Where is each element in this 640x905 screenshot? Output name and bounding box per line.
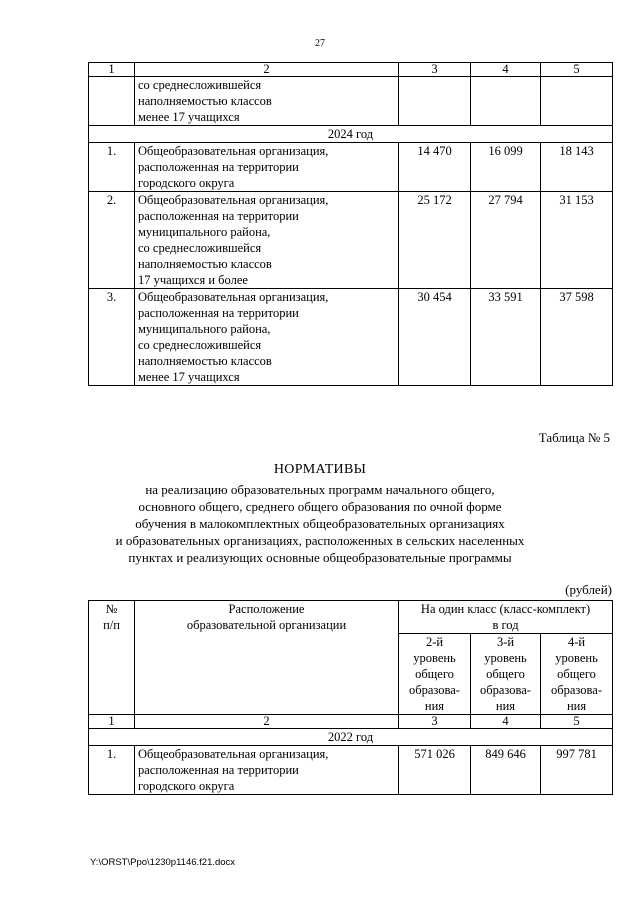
row-number: 1.	[89, 746, 135, 795]
value-cell: 16 099	[471, 143, 541, 192]
table-row	[89, 77, 613, 126]
year-label: 2022 год	[89, 729, 613, 746]
value-cell: 997 781	[541, 746, 613, 795]
value-cell: 27 794	[471, 192, 541, 289]
table-header-row	[89, 63, 613, 77]
table-row	[89, 192, 613, 289]
header-cell: 3	[399, 63, 471, 77]
table-continuation	[88, 62, 613, 386]
header-cell: 1	[89, 63, 135, 77]
file-path-footer: Y:\ORST\Ppo\1230p1146.f21.docx	[90, 857, 236, 868]
header-group: На один класс (класс-комплект) в год	[399, 601, 613, 634]
row-text: Общеобразовательная организация, расположенная на территории городского округа	[135, 746, 399, 795]
index-cell: 3	[399, 715, 471, 729]
table-header-row	[89, 601, 613, 634]
index-cell: 1	[89, 715, 135, 729]
value-cell: 31 153	[541, 192, 613, 289]
value-cell: 33 591	[471, 289, 541, 386]
index-cell: 5	[541, 715, 613, 729]
value-cell: 25 172	[399, 192, 471, 289]
header-number: № п/п	[89, 601, 135, 715]
units-label: (рублей)	[565, 582, 612, 597]
row-number: 1.	[89, 143, 135, 192]
header-level: 2-й уровень общего образова- ния	[399, 634, 471, 715]
table-caption: Таблица № 5	[538, 430, 610, 445]
table-row	[89, 143, 613, 192]
table-row	[89, 746, 613, 795]
value-cell: 849 646	[471, 746, 541, 795]
index-cell: 4	[471, 715, 541, 729]
year-label: 2024 год	[89, 126, 613, 143]
header-cell: 5	[541, 63, 613, 77]
value-cell: 18 143	[541, 143, 613, 192]
index-cell: 2	[135, 715, 399, 729]
header-location: Расположение образовательной организации	[135, 601, 399, 715]
index-row	[89, 715, 613, 729]
document-title: НОРМАТИВЫ	[273, 462, 367, 477]
document-subtitle: на реализацию образовательных программ начального общего, основного общего, среднего общего образования по очной форме обучения в малокомплектных общеобразовательных организациях и образовательных организациях, расположенных в сельских населенных пунктах и реализующих основные общеобразовательные программы	[115, 482, 525, 565]
value-cell: 30 454	[399, 289, 471, 386]
value-cell: 571 026	[399, 746, 471, 795]
header-level: 4-й уровень общего образова- ния	[541, 634, 613, 715]
row-text: Общеобразовательная организация, расположенная на территории городского округа	[135, 143, 399, 192]
year-row	[89, 126, 613, 143]
value-cell: 14 470	[399, 143, 471, 192]
value-cell: 37 598	[541, 289, 613, 386]
row-text: Общеобразовательная организация, расположенная на территории муниципального района, со среднесложившейся наполняемостью классов менее 17 учащихся	[135, 289, 399, 386]
header-level: 3-й уровень общего образова- ния	[471, 634, 541, 715]
row-number: 3.	[89, 289, 135, 386]
row-text: со среднесложившейся наполняемостью классов менее 17 учащихся	[135, 77, 399, 126]
header-cell: 2	[135, 63, 399, 77]
table-row	[89, 289, 613, 386]
year-row	[89, 729, 613, 746]
page-number: 27	[315, 38, 325, 49]
header-cell: 4	[471, 63, 541, 77]
table-5	[88, 600, 613, 795]
row-number: 2.	[89, 192, 135, 289]
row-text: Общеобразовательная организация, расположенная на территории муниципального района, со среднесложившейся наполняемостью классов 17 учащихся и более	[135, 192, 399, 289]
